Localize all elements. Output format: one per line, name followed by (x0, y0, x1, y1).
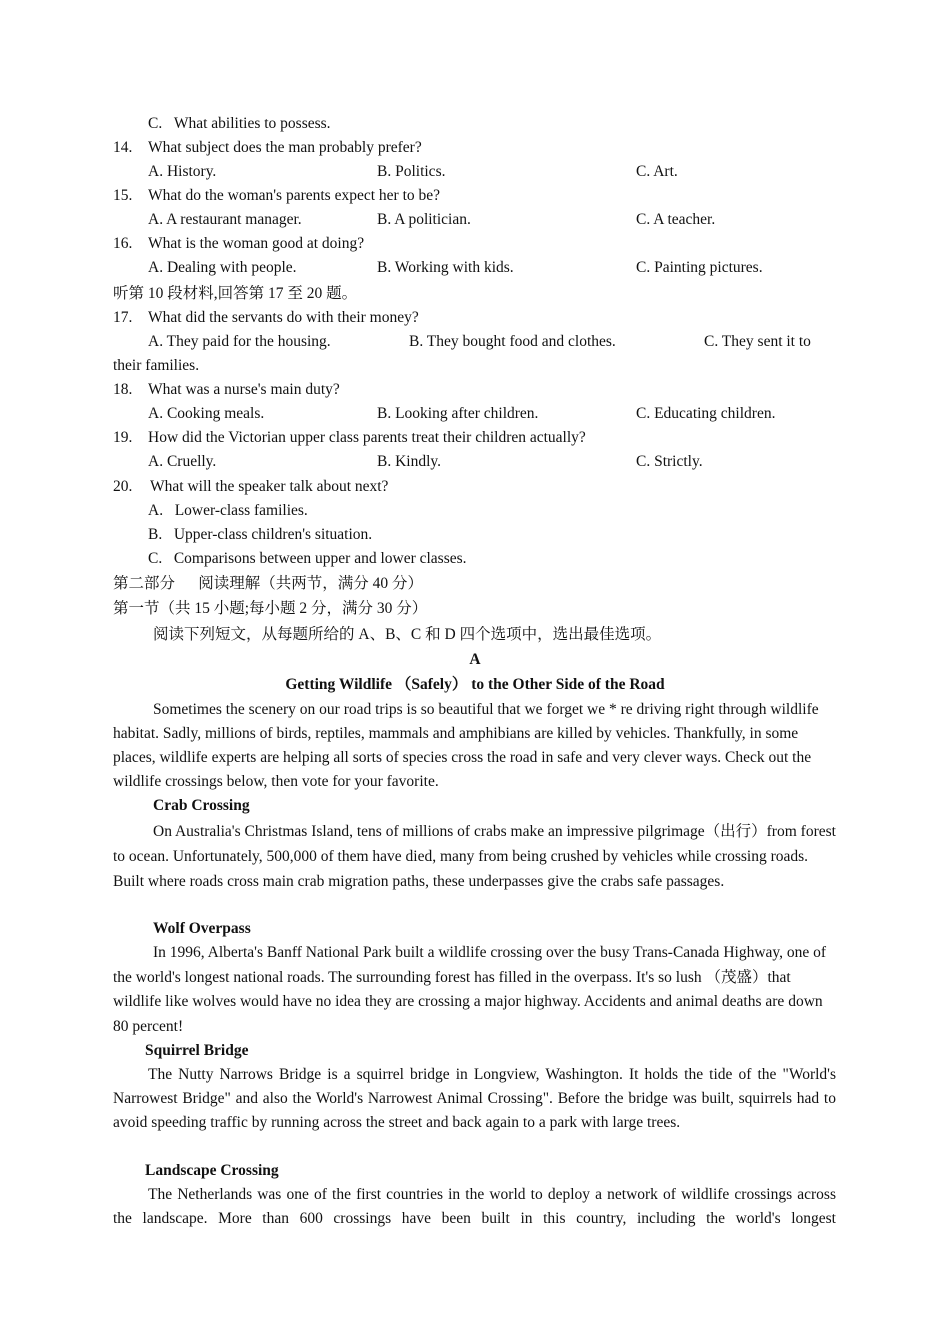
q17-option-b: B. They bought food and clothes. (409, 333, 616, 350)
q20-option-c: C. Comparisons between upper and lower classes. (148, 550, 467, 567)
q18-option-a: A. Cooking meals. (148, 405, 265, 422)
q20-option-a: A. Lower-class families. (148, 502, 308, 519)
q19-question: How did the Victorian upper class parents treat their children actually? (148, 429, 586, 446)
q17-option-a: A. They paid for the housing. (148, 333, 331, 350)
q15-question: What do the woman's parents expect her to be? (148, 187, 441, 204)
reading-instruction: 阅读下列短文，从每题所给的 A、B、C 和 D 四个选项中，选出最佳选项。 (153, 626, 662, 643)
wolf-overpass-heading: Wolf Overpass (153, 920, 251, 937)
q15-option-c: C. A teacher. (636, 211, 716, 228)
q17-number: 17. (113, 309, 133, 326)
q17-option-c: C. They sent it to (704, 333, 811, 350)
q13-option-c: C. What abilities to possess. (148, 115, 331, 132)
q16-question: What is the woman good at doing? (148, 235, 365, 252)
section-10-instruction: 听第 10 段材料,回答第 17 至 20 题。 (113, 285, 358, 302)
q14-question: What subject does the man probably prefer? (148, 139, 422, 156)
q14-option-b: B. Politics. (377, 163, 446, 180)
q18-option-b: B. Looking after children. (377, 405, 539, 422)
q16-option-b: B. Working with kids. (377, 259, 514, 276)
q17-question: What did the servants do with their money? (148, 309, 419, 326)
landscape-crossing-text: The Netherlands was one of the first countries in the world to deploy a network of wildlife crossings across the landscape. More than 600 crossings have been built in this country, including the world's longest (113, 1186, 836, 1227)
q14-number: 14. (113, 139, 133, 156)
q20-option-b: B. Upper-class children's situation. (148, 526, 373, 543)
passage-intro: Sometimes the scenery on our road trips is so beautiful that we forget we * re driving right through wildlife habitat. Sadly, millions of birds, reptiles, mammals and amphibians are killed by vehicles. Thankfully, in some places, wildlife experts are helping all sorts of species cross the road in safe and very clever ways. Check out the wildlife crossings below, then vote for your favorite. (113, 701, 819, 790)
crab-crossing-heading: Crab Crossing (153, 797, 250, 814)
q19-option-a: A. Cruelly. (148, 453, 217, 470)
crab-crossing-text: On Australia's Christmas Island, tens of millions of crabs make an impressive pilgrimage（出行）from forest to ocean. Unfortunately, 500,000 of them have died, many from being crushed by vehicles while crossing roads. Built where roads cross main crab migration paths, these underpasses give the crabs safe passages. (113, 823, 836, 890)
q15-option-b: B. A politician. (377, 211, 471, 228)
q16-option-c: C. Painting pictures. (636, 259, 763, 276)
q17-option-c-continued: their families. (113, 357, 200, 374)
landscape-crossing-heading: Landscape Crossing (145, 1162, 279, 1179)
q15-option-a: A. A restaurant manager. (148, 211, 302, 228)
q16-option-a: A. Dealing with people. (148, 259, 297, 276)
q14-option-a: A. History. (148, 163, 217, 180)
part-two-title: 第二部分 阅读理解（共两节，满分 40 分） (113, 575, 424, 592)
q19-option-c: C. Strictly. (636, 453, 703, 470)
q20-question: What will the speaker talk about next? (150, 478, 389, 495)
q19-number: 19. (113, 429, 133, 446)
q15-number: 15. (113, 187, 133, 204)
q18-option-c: C. Educating children. (636, 405, 776, 422)
passage-letter: A (469, 651, 481, 668)
q19-option-b: B. Kindly. (377, 453, 442, 470)
q18-question: What was a nurse's main duty? (148, 381, 340, 398)
passage-title: Getting Wildlife （Safely） to the Other Side of the Road (285, 676, 665, 693)
q18-number: 18. (113, 381, 133, 398)
q14-option-c: C. Art. (636, 163, 678, 180)
squirrel-bridge-heading: Squirrel Bridge (145, 1042, 249, 1059)
q20-number: 20. (113, 478, 133, 495)
section-one-title: 第一节（共 15 小题;每小题 2 分，满分 30 分） (113, 600, 428, 617)
q16-number: 16. (113, 235, 133, 252)
squirrel-bridge-text: The Nutty Narrows Bridge is a squirrel bridge in Longview, Washington. It holds the tide of the "World's Narrowest Bridge" and also the World's Narrowest Animal Crossing". Before the bridge was built, squirrels had to avoid speeding traffic by running across the street and back again to a park with large trees. (113, 1066, 836, 1131)
wolf-overpass-text: In 1996, Alberta's Banff National Park built a wildlife crossing over the busy Trans-Canada Highway, one of the world's longest national roads. The surrounding forest has filled in the overpass. It's so lush （茂盛）that wildlife like wolves would have no idea they are crossing a major highway. Accidents and animal deaths are down 80 percent! (113, 944, 827, 1035)
